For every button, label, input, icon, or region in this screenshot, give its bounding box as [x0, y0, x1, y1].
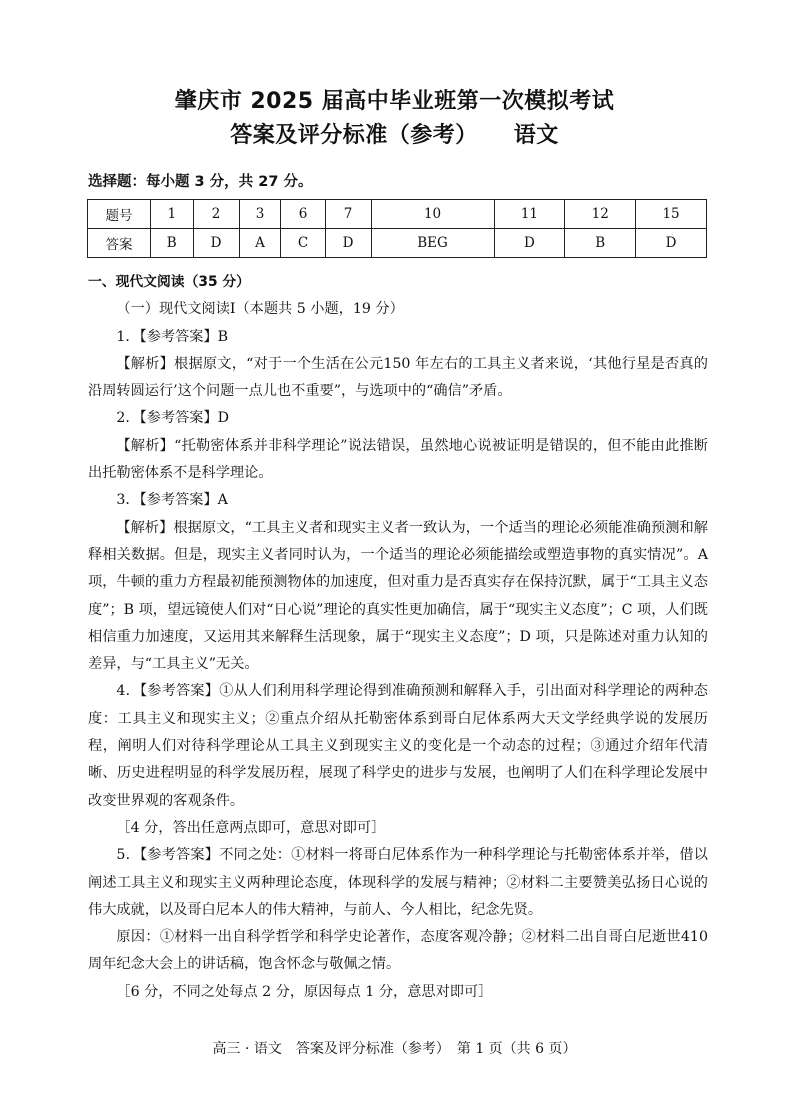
answer-table	[87, 199, 707, 258]
question-number-cell: 1	[151, 200, 194, 229]
section-heading: 一、现代文阅读（35 分）	[88, 274, 250, 290]
subsection-heading: （一）现代文阅读Ⅰ（本题共 5 小题，19 分）	[116, 301, 404, 318]
answer-row	[88, 229, 707, 258]
answer-cell: C	[281, 229, 325, 258]
question-number-cell: 6	[281, 200, 325, 229]
question-number-cell: 10	[371, 200, 494, 229]
q2-answer: 2．【参考答案】D	[116, 410, 230, 427]
question-number-cell: 7	[325, 200, 371, 229]
answer-cell: BEG	[371, 229, 494, 258]
multiple-choice-intro: 选择题：每小题 3 分，共 27 分。	[88, 174, 313, 190]
page-footer: 高三 · 语文 答案及评分标准（参考） 第 1 页（共 6 页）	[212, 1041, 577, 1057]
q4-answer: 4．【参考答案】①从人们利用科学理论得到准确预测和解释入手，引出面对科学理论的两种态度：工具主义和现实主义；②重点介绍从托勒密体系到哥白尼体系两大天文学经典学说的发展历程，阐明人们对待科学理论从工具主义到现实主义的变化是一个动态的过程；③通过介绍年代清晰、历史进程明显的科学发展历程，展现了科学史的进步与发展，也阐明了人们在科学理论发展中改变世界观的客观条件。	[88, 683, 708, 809]
question-number-cell: 2	[193, 200, 239, 229]
subject-label: 语文	[513, 123, 559, 148]
answer-cell: D	[325, 229, 371, 258]
q1-analysis: 【解析】根据原文，“对于一个生活在公元150 年左右的工具主义者来说，‘其他行星是否真的沿周转圆运行’这个问题一点儿也不重要”，与选项中的“确信”矛盾。	[88, 355, 708, 400]
q5-reason: 原因：①材料一出自科学哲学和科学史论著作，态度客观冷静；②材料二出自哥白尼逝世410 周年纪念大会上的讲话稿，饱含怀念与敬佩之情。	[88, 929, 708, 973]
answer-row-label: 答案	[88, 229, 151, 258]
question-number-cell: 15	[636, 200, 707, 229]
q3-answer: 3．【参考答案】A	[116, 492, 228, 509]
answer-cell: D	[494, 229, 565, 258]
answer-cell: B	[565, 229, 636, 258]
question-number-cell: 12	[565, 200, 636, 229]
exam-title: 肇庆市 2025 届高中毕业班第一次模拟考试	[174, 89, 615, 114]
answer-key-heading: 答案及评分标准（参考）	[230, 123, 478, 148]
answer-cell: B	[151, 229, 194, 258]
answer-body	[88, 269, 708, 1006]
answer-key-title	[0, 118, 789, 149]
q5-scoring: ［6 分，不同之处每点 2 分，原因每点 1 分，意思对即可］	[116, 983, 493, 1000]
q1-answer: 1．【参考答案】B	[116, 328, 229, 345]
question-number-cell: 11	[494, 200, 565, 229]
answer-cell: D	[636, 229, 707, 258]
answer-cell: A	[239, 229, 281, 258]
q3-analysis: 【解析】根据原文，“工具主义者和现实主义者一致认为，一个适当的理论必须能准确预测和解释相关数据。但是，现实主义者同时认为，一个适当的理论必须能描绘或塑造事物的真实情况”。A 项，牛顿的重力方程最初能预测物体的加速度，但对重力是否真实存在保持沉默，属于“工具主义态度”；B 项，望远镜使人们对“日心说”理论的真实性更加确信，属于“现实主义态度”；C 项，人们既相信重力加速度，又运用其来解释生活现象，属于“现实主义态度”；D 项，只是陈述对重力认知的差异，与“工具主义”无关。	[88, 519, 708, 673]
question-number-row	[88, 200, 707, 229]
q2-analysis: 【解析】“托勒密体系并非科学理论”说法错误，虽然地心说被证明是错误的，但不能由此推断出托勒密体系不是科学理论。	[88, 437, 708, 482]
question-row-label: 题号	[88, 200, 151, 229]
q5-answer: 5．【参考答案】不同之处：①材料一将哥白尼体系作为一种科学理论与托勒密体系并举，借以阐述工具主义和现实主义两种理论态度，体现科学的发展与精神；②材料二主要赞美弘扬日心说的伟大成就，以及哥白尼本人的伟大精神，与前人、今人相比，纪念先贤。	[88, 847, 708, 918]
answer-cell: D	[193, 229, 239, 258]
q4-scoring: ［4 分，答出任意两点即可，意思对即可］	[116, 819, 386, 836]
question-number-cell: 3	[239, 200, 281, 229]
